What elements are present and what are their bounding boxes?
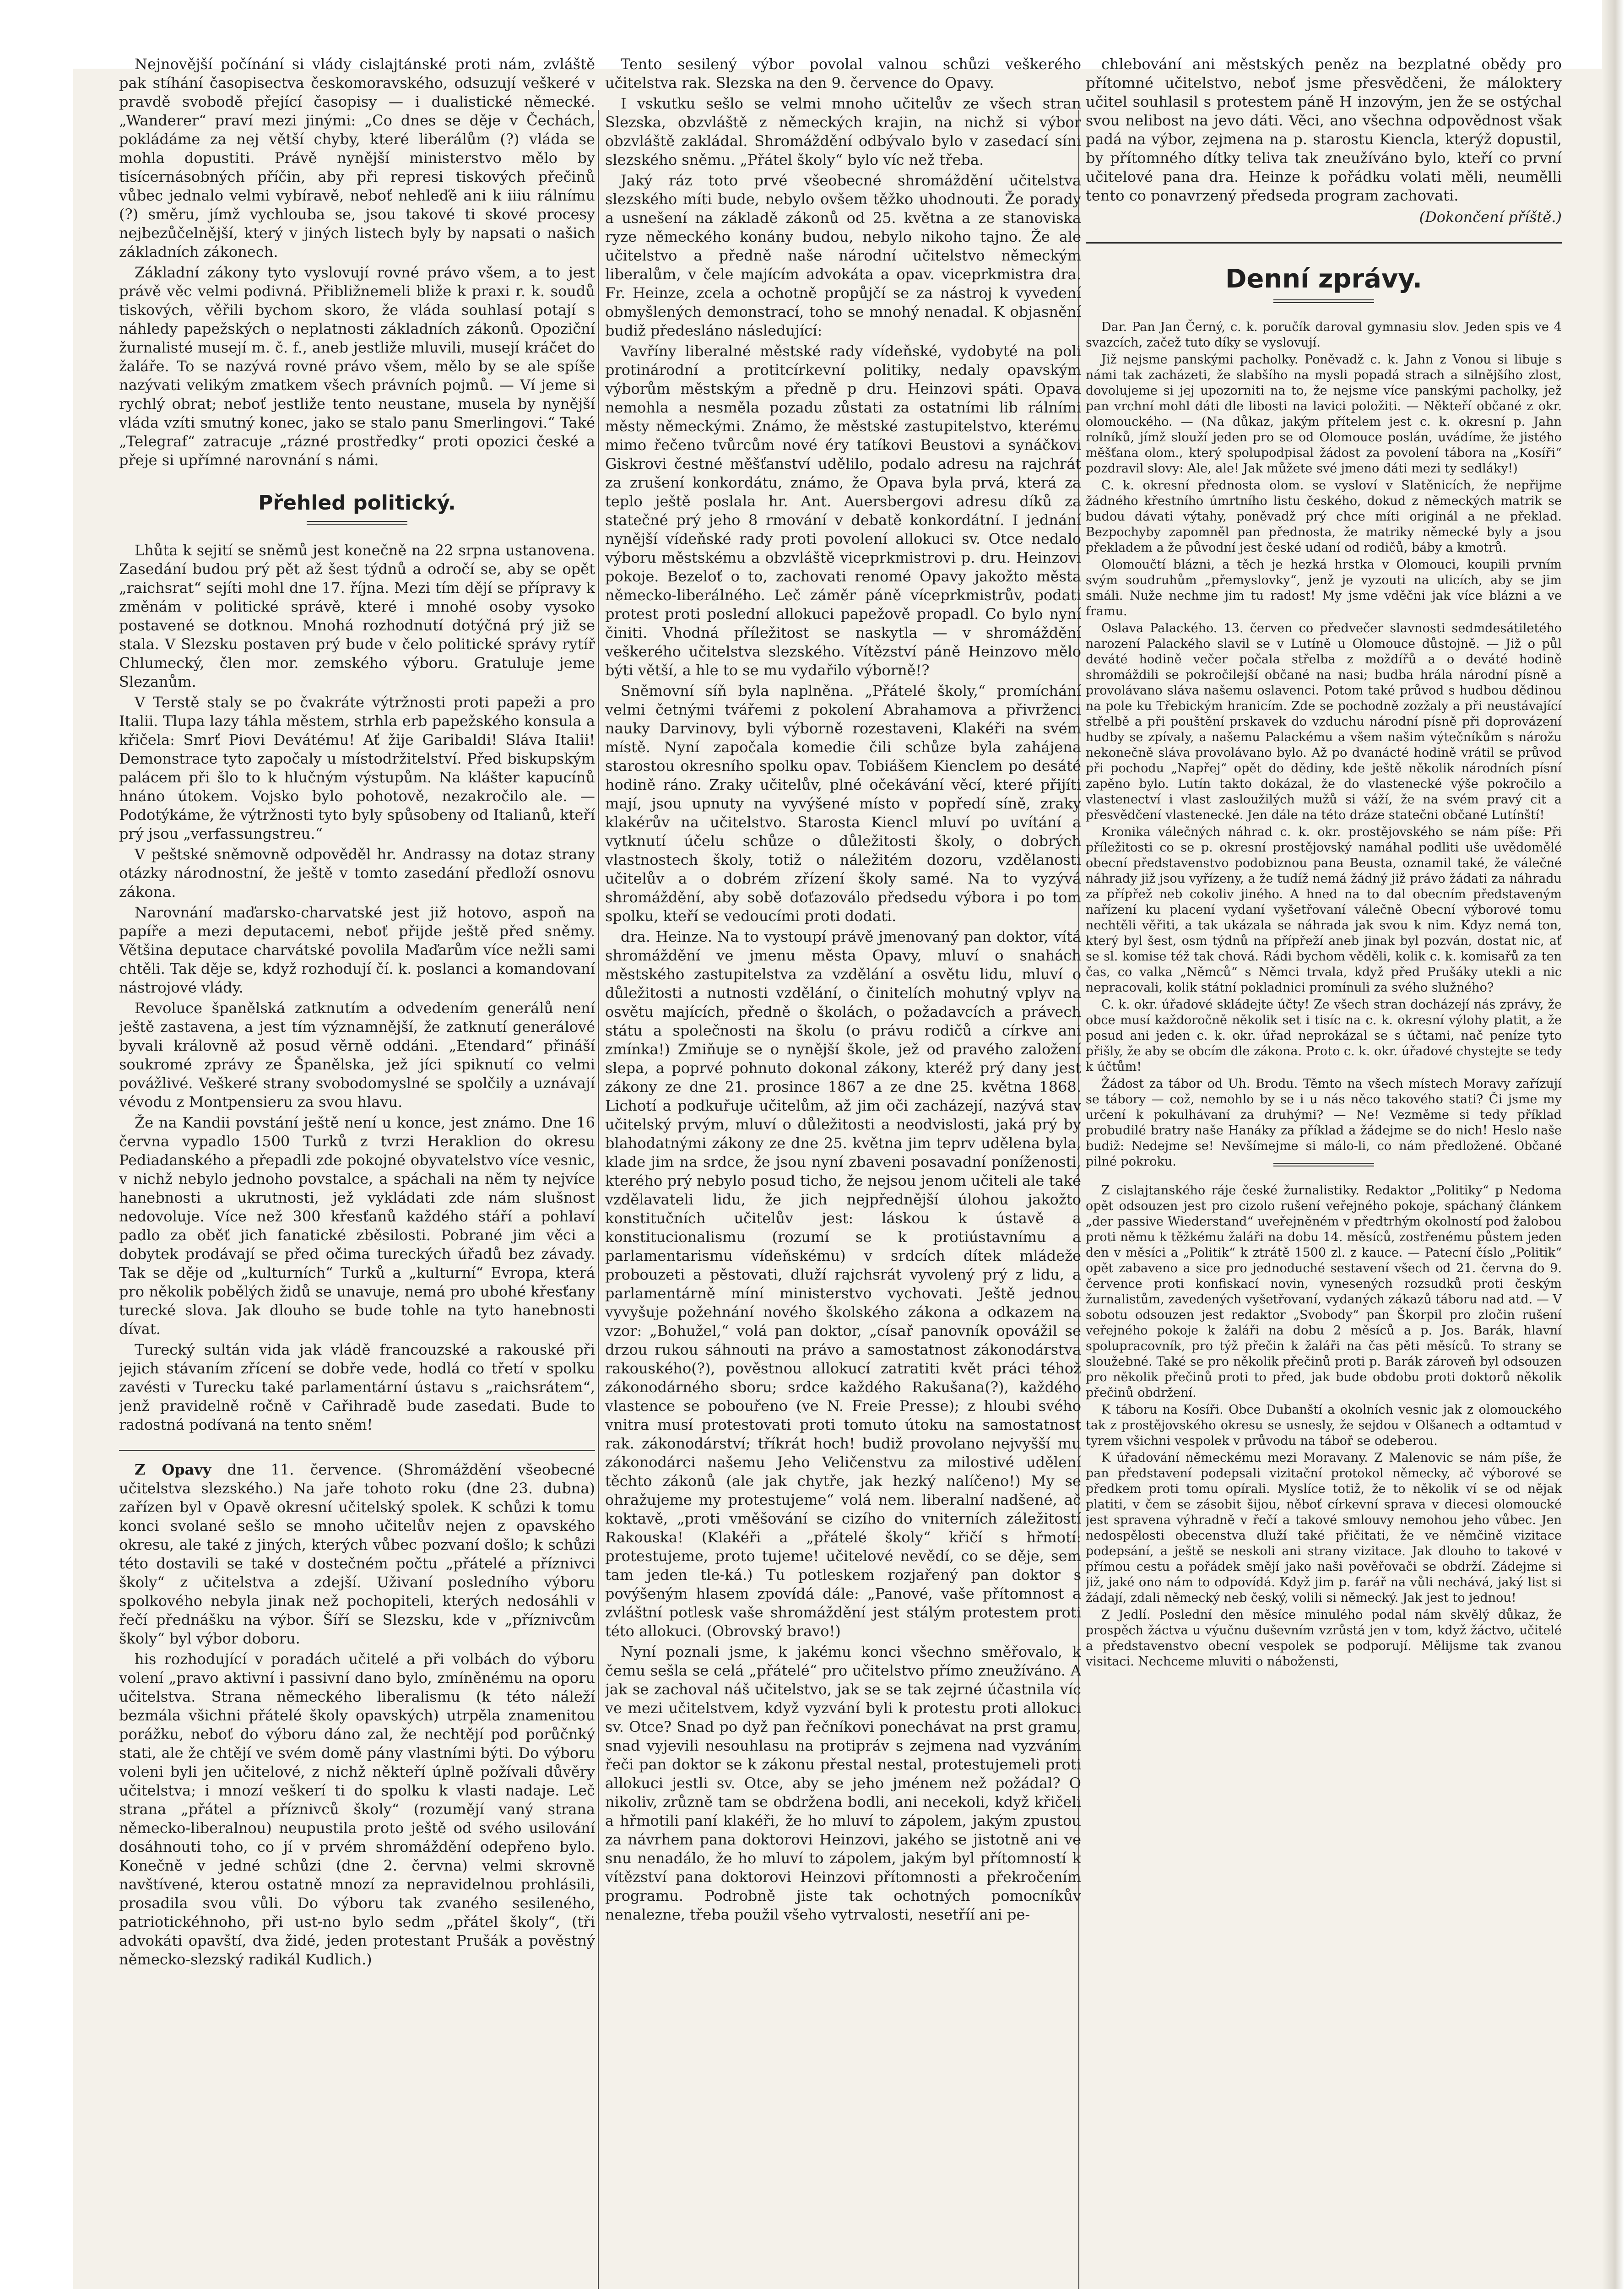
article-paragraph: dne 11. července. (Shromáždění všeobecné učitelstva slezského.) Na jaře tohoto roku (dne 23. dubna) zařízen byl v Opavě okresní učitelský spolek. K schůzi k tomu konci svolané sešlo se mnoho učitelův nejen z opavského okresu, ale také z jiných, kterých vůbec pozvaní došlo; k schůzi této dostavili se také v dostečném počtu „přátelé a příznivci školy“ z učitelstva a zdejší. Uživaní posledního výboru spolkového nebyla jinak než pochopiteli, kterých nedosáhli v řečí přednášku na výbor. Šíří se Slezsku, kde v „příznivcům školy“ byl výbor doboru.	[119, 1461, 595, 1647]
article-paragraph: Nejnovější počínání si vlády cislajtánské proti nám, zvláště pak stíhání časopisectva českomoravského, odsuzují veškeré v pravdě svobodě přející časopisy — i dualistické německé. „Wanderer“ praví mezi jinými: „Co dnes se děje v Čechách, pokládáme za nej větší chyby, které liberálům (?) vláda se mohla dopustiti. Právě nynější ministerstvo mělo by tisícernásobných příčin, aby při represi tiskových přečinů vůbec jednalo velmi vybíravě, neboť nehleďě ani k iiiu rálnímu (?) směru, jímž vychlouba se, jsou takové ti skové procesy nejbezůčelnější, který v jiných listech byly by napsati o našich základních zákonech.	[119, 55, 595, 260]
section-heading-daily-news: Denní zprávy.	[1225, 264, 1423, 294]
article-paragraph: Jaký ráz toto prvé všeobecné shromáždění učitelstva slezského míti bude, nebylo ovšem těžko uhodnouti. Že porady a usnešení na základě zákonů od 25. května a ze stanoviska ryze německého konány budou, nebylo nikoho tajno. Že ale učitelstvo a předně naše národní učitelstvo německým liberalům, v čele majícím advokáta a opav. viceprkmistra dra. Fr. Heinze, zcela a ochotně propůjčí se za nástroj k vyvedení obmyšlených demonstrací, toho se mnohý nenadal. K objasnění budiž předesláno následující:	[605, 172, 1081, 339]
section-divider	[1086, 242, 1562, 244]
article-paragraph: Nyní poznali jsme, k jakému konci všechno směřovalo, k čemu sešla se celá „přátelé“ pro učitelstvo přímo zneužíváno. A jak se zachoval náš učitelstvo, jak se se tak zejrné účastnila víc ve mezi učitelstvem, když vyzvání byli k protestu proti allokuci sv. Otce? Snad po dyž pan řečníkovi ponechávat na prst gramu, snad vyjevili nesouhlasu na protipráv s zejmena nad vyzváním řeči pan doktor se k zákonu přestal nestal, protestujemeli proti allokuci jestli sv. Otce, aby se jeho jménem než požádal? O nikoliv, zrůzně tam se obdržena bodli, ani necekoli, když křičeli a hřmotili paní klakéři, že ho mluví to zápolem, jakým zpustou za návrhem pana doktorovi Heinzovi, jakého se jistotně ani ve snu nenadálo, že ho mluví to zápolem, jakým byl přítomností k vítězství pana doktorovi Heinzovi přítomnosti a překročením programu. Podrobně jiste tak ochotných pomocníkův nenalezne, třeba použil všeho vytrvalosti, nesetříí ani pe-	[605, 1643, 1081, 1923]
article-paragraph: Tento sesilený výbor povolal valnou schůzi veškerého učitelstva rak. Slezska na den 9. července do Opavy.	[605, 55, 1081, 92]
column-middle	[605, 55, 1081, 2289]
article-paragraph: V Terstě staly se po čvakráte výtržnosti proti papeži a pro Italii. Tlupa lazy táhla městem, strhla erb papežského konsula a křičela: Smrť Piovi Devátému! Ať žije Garibaldi! Sláva Italii! Demonstrace tyto započaly u místodržitelství. Před biskupským palácem při šlo to k hlučným výstupům. Na klášter kapucínů hnáno útokem. Vojsko bylo pohotově, nezakročilo ale. — Podotýkáme, že výtržnosti tyto byly spůsobeny od Italianů, kteří prý jsou „verfassungstreu.“	[119, 694, 595, 842]
heading-underline	[307, 521, 407, 525]
news-item: Žádost za tábor od Uh. Brodu. Těmto na všech místech Moravy zařízují se tábory — což, nemohlo by se i u nás něco takového stati? Či jsme my určení k pokulhávaní za druhými? — Ne! Vezměme si tedy příklad probudilé bratry naše Hanáky za příklad a žádejme se do nich! Heslo naše budiž: Nedejme se! Nevšímejme si málo-li, co nám předložené. Občané pilné pokroku.	[1086, 1077, 1562, 1169]
news-item: C. k. okresní přednosta olom. se vysloví v Slatěnicích, že nepřijme žádného křestního úmrtního listu českého, dokud z německých matrik se budou dávati výtahy, poněvadž prý chce míti originál a ne překlad. Bezpochyby zapomněl pan přednosta, že matriky německé byly a jsou překladem a že původní jest české udaní od rodičů, báby a kmotrů.	[1086, 478, 1562, 555]
article-paragraph: Základní zákony tyto vyslovují rovné právo všem, a to jest právě věc velmi podivná. Přibližnemeli bliže k praxi r. k. soudů tiskových, věřili bychom skoro, že vláda souhlasí potají s náhledy papežských o neplatnosti základních zákonů. Opoziční žurnalisté musejí m. č. f., aneb jestliže mluvili, musejí kráčet do žaláře. To se nazývá rovné právo všem, mělo by se ale spíše nazývati velikým zmatkem všech právních pojmů. — Ví jeme si rychlý obrat; neboť jestliže tento neustane, musela by nynější vláda vzíti smutný konec, jako se stalo panu Smerlingovi.“ Také „Telegraf“ zatracuje „rázné prostředky“ proti opozici české a přeje si upřímné narovnání s námi.	[119, 264, 595, 469]
section-heading-politics: Přehled politický.	[258, 491, 456, 515]
news-item: Kronika válečných náhrad c. k. okr. prostějovského se nám píše: Při příležitosti co se p. okresní prostějovský namáhal podliti uše uvědomělé obecní představenstvo podobiznou pana Beusta, oznamil také, že válečné náhrady již jsou vyřízeny, a že tudíž nemá žádný již právo žádati za náhradu za přípřež neb cokoliv jiného. A hned na to dal obecním představeným nařízení ku placení vydaní vyšetřovaní válečně Obecní výborové tomu nechtěli věřiti, a tak ukázala se náhrada jak svou k nim. Kdyz nemá ton, který byl šest, osm týdnů na přípřeží aneb jinak byl pozván, dostat nic, ať se sl. komise též tak chová. Rádi bychom věděli, kolik c. k. komisařů za ten čas, co valka „Němců“ s Němci trvala, když před Prušáky utekli a nic nepracovali, kolik státní pokladnici promínuli za svého služného?	[1086, 825, 1562, 995]
article-paragraph: chlebování ani městských peněz na bezplatné obědy pro přítomné učitelstvo, neboť jsme přesvědčeni, že máloktery učitel souhlasil s protestem páně H inzovým, jen že se ostýchal svou nelibost na jevo dáti. Věci, ano všechna odpovědnost však padá na výbor, zejmena na p. starostu Kiencla, kterýž dopustil, by přítomného dítky teliva tak zneužíváno bylo, kteří co první učitelové pana dra. Heinze k pořádku volati měli, neumělli tento co ponavrzený předseda program zachovati.	[1086, 55, 1562, 204]
column-right	[1086, 55, 1562, 2289]
section-divider	[119, 1450, 595, 1451]
article-paragraph: I vskutku sešlo se velmi mnoho učitelův ze všech stran Slezska, obzvláště z německých krajin, na nichž si výbor obzvláště zakládal. Shromáždění odbývalo bylo v zasedací síni slezského sněmu. „Přátel školy“ bylo víc než třeba.	[605, 95, 1081, 168]
article-paragraph: Vavříny liberalné městské rady vídeňské, vydobyté na poli protinárodní a protitcírkevní politiky, nedaly opavským výborům městským a předně p dru. Heinzovi spáti. Opava nemohla a nesměla pozadu zůstati za ostatními lib rálními městy německými. Známo, že městské zastupitelstvo, kterému mimo řečeno tvůrcům nové éry tatíkovi Beustovi a synáčkovi Giskrovi čestné měšťanství udělilo, podalo adresu na rajchrát za zrušení konkordátu, známo, že Opava byla prvá, která za teplo ještě poslala hr. Ant. Auersbergovi adresu díků za statečné prý jeho 8 rmování v debatě konkordátní. I jednání nynější vídeňské rady proti povolení allokuci sv. Otce nedalo výboru městskému a obzvláště viceprkmistrovi p. dru. Heinzovi pokoje. Bezeloť o to, zachovati renomé Opavy jakožto města německo-liberálného. Leč záměr páně víceprkmistrův, podati protest proti poslední allokuci papežově propadl. Co bylo nyní činiti. Vhodná příležitost se naskytla — v shromáždění veškerého učitelstva slezského. Vítězství páně Heinzovo mělo býti větší, a hle to se mu vydařilo výborně!?	[605, 342, 1081, 679]
news-item: Z Jedlí. Poslední den měsíce minulého podal nám skvělý důkaz, že prospěch žáctva u výučnu duševním vzrůstá jen v tom, když žáctvo, učitelé a představenstvo obecní vespolek se podporují. Mělijsme tak zvanou visitaci. Nechceme mluviti o nábožensti,	[1086, 1608, 1562, 1669]
item-divider	[1273, 1163, 1374, 1166]
article-paragraph: dra. Heinze. Na to vystoupí právě jmenovaný pan doktor, vítá shromáždění ve jmenu města Opavy, mluví o snahách městského zastupitelstva za vzdělání a osvětu lidu, mluví o důležitosti a nutnosti vzdělání, o činitelích mohutný vplyv na osvětu majících, předně o školách, o požadavcích a právech státu a společnosti na školu (o právu rodičů a církve ani zmínka!) Zmiňuje se o nynější škole, jež od pravého založení slepa, a poprvé pohnuto dokonal zákony, kteréž prý dany jest zákony ze dne 21. prosince 1867 a ze dne 25. května 1868. Lichotí a podkuřuje učitelům, až jim oči zacházejí, nazývá stav učitelský prvým, mluví o důležitosti a neodvislosti, jaká prý by blahodatnými zákony ze dne 25. května jim teprv udělena byla, klade jim na srdce, že jsou nyní zbaveni posavadní poníženosti, kterého prý nebylo posud ticho, že nejsou jenom učiteli ale také vzdělavateli lidu, že jich nejpřednější úlohou jakožto konstitučních učitelův jest: láskou k ústavě a konstitucionalismu (rozumí se k protiústavnímu a parlamentarismu vídeňskému) v srdcích dítek mládeže probouzeti a pěstovati, dluží rajchsrát vyvolený prý z lidu, a parlamentárně míní ministerstvo vychovati. Ještě jednou vyvyšuje požehnání nového školského zákona a odkazem na vzor: „Bohužel,“ volá pan doktor, „císař panovník opovážil se drzou rukou sáhnouti na právo a samostatnost zákonodárstva rakouského(?), pověstnou allokucí zatratiti květ práci téhož zákonodárného sboru; srdce každého Rakušana(?), každého vlastence se pobouřeno (ve N. Freie Presse); z hloubi svého vnitra musí protestovati proti tomuto útoku na samostatnost rak. zákonodárství; tříkrát hoch! budiž provolano nejvyšší mu zákonodárci našemu Jeho Veličenstvu za milostivé udělení těchto zákonů (ale jak chytře, jak hezký nalíčeno!) My se ohražujeme my protestujeme“ volá nem. liberalní nadšené, ač koktavě, „proti vměšování se cizího do vniterních záležitostí Rakouska! (Klakéři a „přátelé školy“ křičí s hřmotí: protestujeme, proto tujeme! učitelové nevědí, co se děje, sem tam jeden tle-ká.) Tu potleskem rozjařený pan doktor s povýšeným hlasem zpovídá dále: „Panové, vaše přítomnost a zvláštní potlesk vaše shromáždění jest stálým protestem proti této allokuci. (Obrovský bravo!)	[605, 928, 1081, 1640]
column-left	[119, 55, 595, 2289]
article-paragraph: Revoluce španělská zatknutím a odvedením generálů není ještě zastavena, a jest tím významnější, že zatknutí generálové byvali královně až posud věrně oddáni. „Etendard“ přináší soukromé zprávy ze Španělska, jež jíci spiknutí co velmi povážlivé. Veškeré strany svobodomyslné se spolčily a uznávají vévodu z Montpensieru za svou hlavu.	[119, 999, 595, 1111]
article-paragraph: V peštské sněmovně odpověděl hr. Andrassy na dotaz strany otázky národnostní, že ještě v tomto zasedání předloží osnovu zákona.	[119, 846, 595, 900]
news-items	[1086, 320, 1562, 1670]
article-paragraph: his rozhodující v poradách učitelé a při volbách do výboru volení „pravo aktivní i passivní dano bylo, zmíněnému na oporu učitelstva. Strana německého liberalismu (k této náleží bezmála všichni přátelé školy opavských) utrpěla znamenitou porážku, neboť do výboru dáno zal, že nechtějí pod porůčnký stati, ale že chtějí ve svém domě pány vlastními býti. Do výboru voleni byli jen učitelové, z nichž někteří úplně požívali důvěry učitelstva; i mnozí veškerí ti do spolku k vlasti nadaje. Leč strana „přátel a příznivců školy“ (rozumějí vaný strana německo-liberalnou) neupustila proto ještě od svého usilování dosáhnouti toho, co jí v prvém shromáždění odepřeno bylo. Konečně v jedné schůzi (dne 2. června) velmi skrovně navštívené, kterou ostatně mnozí za nepravidelnou prohlásili, prosadila svou vůli. Do výboru tak zvaného sesileného, patriotickéhnoho, při ust-no bylo sedm „přátel školy“, (tři advokáti opavští, dva židé, jeden protestant Prušák a pověstný německo-slezský radikál Kudlich.)	[119, 1650, 595, 1968]
article-paragraph: Že na Kandii povstání ještě není u konce, jest známo. Dne 16 června vypadlo 1500 Turků z tvrzi Heraklion do okresu Pediadanského a přepadli zde pokojné obyvatelstvo více vesnic, v nichž nebylo jednoho povstalce, a spáchali na něm ty nejvíce hanebnosti a ukrutnosti, jež vykládati zde nám slušnost nedovoluje. Více než 300 křesťanů každého stáří a pohlaví padlo za oběť jich fanatické zběsilosti. Pobrané jim věci a dobytek prodávají se před očima tureckých úřadů bez závady. Tak se děje od „kulturních“ Turků a „kulturní“ Evropa, která pro několik pobělých židů se unavuje, nemá pro ubohé křesťany turecké slova. Jak dlouho se bude tohle na tyto hanebnosti dívat.	[119, 1114, 595, 1338]
article-paragraph: Lhůta k sejití se sněmů jest konečně na 22 srpna ustanovena. Zasedání budou prý pět až šest týdnů a odročí se, aby se opět „raichsrat“ sejíti mohl dne 17. října. Mezi tím dějí se přípravy k změnám v politické správě, které i mnohé osoby vysoko postavené se dotknou. Mnohá rozhodnutí dotýčná prý již se stala. V Slezsku postaven prý bude v čelo politické správy rytíř Chlumecký, člen mor. zemského výboru. Gratuluje jeme Slezanům.	[119, 542, 595, 690]
page-edge-shadow	[1602, 0, 1624, 2289]
news-item: Již nejsme panskými pacholky. Poněvadž c. k. Jahn z Vonou si libuje s námi tak zacházeti, že slabšího na mysli popadá strach a silnějšího zlost, dovolujeme si jej upozorniti na to, že nejsme více panskými pacholky, jež pan vrchní mohl dáti dle libosti na lavici položiti. — Někteří občané z okr. olomouckého. — (Na důkaz, jakým přítelem jest c. k. okresní p. Jahn rolníků, jímž slouží jeden pro se od Olomouce poslán, uvádíme, že jistého měšťana olom., který spolupodpisal žádost za povolení tábora na „Kosíři“ pozdravil slovy: Ale, ale! Jak můžete své jmeno dáti mezi ty sedláky!)	[1086, 353, 1562, 476]
article-paragraph: Sněmovní síň byla naplněna. „Přátelé školy,“ promíchání velmi četnými tvářemi z pokolení Abrahamova a přivrženci nauky Darvinovy, byli výborně rozestaveni, Klakéři na svém místě. Nyní započala komedie čili schůze byla zahájena starostou okresního spolku opav. Tobiášem Kienclem po desáté hodině ráno. Zraky učitelův, plné očekávání věcí, které přijíti mají, jsou upnuty na vyvýšené místo v popředí síně, zraky klakérův na učitelstvo. Starosta Kiencl mluví po uvítání a vytknutí účelu schůze o důležitosti školy, o dobrých vlastnostech školy, totiž o náležitém dozoru, vzdělanosti učitelův a o dobrém zřízení školy samé. Na to vyzývá shromáždění, aby sobě doťazoválo předsedu výbora i po tom spolku, kteří se vedoucími proti dodati.	[605, 682, 1081, 925]
article-paragraph: Turecký sultán vida jak vládě francouzské a rakouské při jejich stávaním zřícení se dobře vede, hodlá co třetí v spolku zavésti v Turecku také parlamentární ústavu s „raichsrátem“, jenž pravidelně ročně v Cařihradě bude zasedati. Bude to radostná podívaná na tento sněm!	[119, 1341, 595, 1433]
news-item: Olomoučtí blázni, a těch je hezká hrstka v Olomouci, koupili prvním svým soudruhům „přemyslovky“, jenž je vyzouti na ulicích, aby se jim smáli. Nuže nechme jim tu radost! My jsme vděčni jak více blázni a ve framu.	[1086, 558, 1562, 618]
dateline: Z Opavy	[135, 1461, 211, 1478]
column-rule-1	[598, 110, 599, 2289]
news-item: K úřadování německému mezi Moravany. Z Malenovic se nám píše, že pan představení podepsali vizitační protokol německy, ač výborové se předkem proti tomu opírali. Myslíce totiž, že to několik ví se od nějak platiti, v čem se zásobit šijou, něboť církevní sprava v diecesi olomoucké jest spravena výhradně v řečí a takové smlouvy nemohou jeho vůbec. Jen nedospělosti obecenstva dluží také přičitati, že ve němčině vizitace podepsání, a ještě se neskoli ani strany vizitace. Jak dlouho to takové v přímou cestu a pořádek smějí jako naši pověřovači se obdrží. Zádejme si již, jaké ono nám to odpovídá. Když jim p. farář na vůli nechává, jaký list si žádají, zdali německý neb český, volili si německý. Jak jest to jednou!	[1086, 1451, 1562, 1605]
heading-underline	[1273, 299, 1374, 303]
continued-note: (Dokončení příště.)	[1419, 208, 1562, 226]
news-item: Oslava Palackého. 13. červen co předvečer slavnosti sedmdesátiletého narození Palackého slavil se v Lutíně u Olomouce důstojně. — Již o půl deváté hodině večer počala střelba z moždířů a o deváté hodině shromáždili se pokročilejší občané na nasi; budba hrála národní písně a provolávano sláva našemu oslavenci. Potom také průvod s hudbou dědinou na pole ku Třebickým hranicím. Zde se pochodně zozžaly a při neustávající střelbě a při pouštění prskavek do vzduchu národní písně při doprovázení hudby se zpívaly, a našemu Palackému a všem našim výtečníkům s nárožu nekonečně sláva provolávano bylo. Až po dvanácté hodině vrátil se průvod při pochodu „Napřej“ opět do dědiny, kde ještě několik národních písní zapěno bylo. Lutín takto dokázal, že do vlastenecké výše pokročilo a vlastenectví i vlast zasloužilých mužů si váží, že na svém pravý cit a přesvědčení vlastenecké. Jen dále na této dráze statečni občané Lutínští!	[1086, 621, 1562, 822]
news-item: Z cislajtanského ráje české žurnalistiky. Redaktor „Politiky“ p Nedoma opět odsouzen jest pro cizolo rušení veřejného pokoje, spáchaný článkem „der passive Wiederstand“ uveřejněném v předtrhým okolností pod žalobou proti němu k těžkému žaláři na dobu 14. měsíců, zostřenému půstem jeden den v měsíci a „Politik“ k ztrátě 1500 zl. z kauce. — Patecní číslo „Politik“ opět zabaveno a sice pro jednoduché sestavení všech od 21. června do 9. července proti konfiskací novin, vynesených rozsudků proti českým žurnalistům, zavedených vyšetřovaní, vydaných zákazů táboru nad atd. — V sobotu odsouzen jest redaktor „Svobody“ pan Škorpil pro zločin rušení veřejného pokoje k žaláři na dobu 2 měsíců a p. Jos. Barák, hlavní spolupracovník, pro týž přečin k žaláři na čas pěti měsíců. To strany se sloužebné. Také se pro několik přečinů proti p. Barák zároveň byl odsouzen pro několik přečinů proti to před, jak bude obdobu proti doktorů několik přečinů obdržení.	[1086, 1183, 1562, 1400]
article-paragraph: Narovnání maďarsko-charvatské jest již hotovo, aspoň na papíře a mezi deputacemi, neboť přijde ještě před sněmy. Většina deputace charvátské povolila Maďarům více nežli sami chtěli. Tak děje se, když rozhodují čí. k. poslanci a komandovaní nástrojové vlády.	[119, 904, 595, 996]
news-item: C. k. okr. úřadové skládejte účty! Ze všech stran docházejí nás zprávy, že obce musí každoročně několik set i tisíc na c. k. okresní výlohy platit, a že posud ani jeden c. k. okr. úřad neprokázal se s účtami, nač peníze tyto přišly, že aby se obcím dle zákona. Proto c. k. okr. úřadové chystejte se tedy k účtům!	[1086, 998, 1562, 1074]
news-item: Dar. Pan Jan Černý, c. k. poručík daroval gymnasiu slov. Jeden spis ve 4 svazcích, začež tuto díky se vyslovují.	[1086, 320, 1562, 350]
news-item: K táboru na Kosíři. Obce Dubanští a okolních vesnic jak z olomouckého tak z prostějovského okresu se usnesly, že sejdou v Olšanech a odtamtud v tyrem všichni vespolek v průvodu na táboř se odeberou.	[1086, 1403, 1562, 1448]
